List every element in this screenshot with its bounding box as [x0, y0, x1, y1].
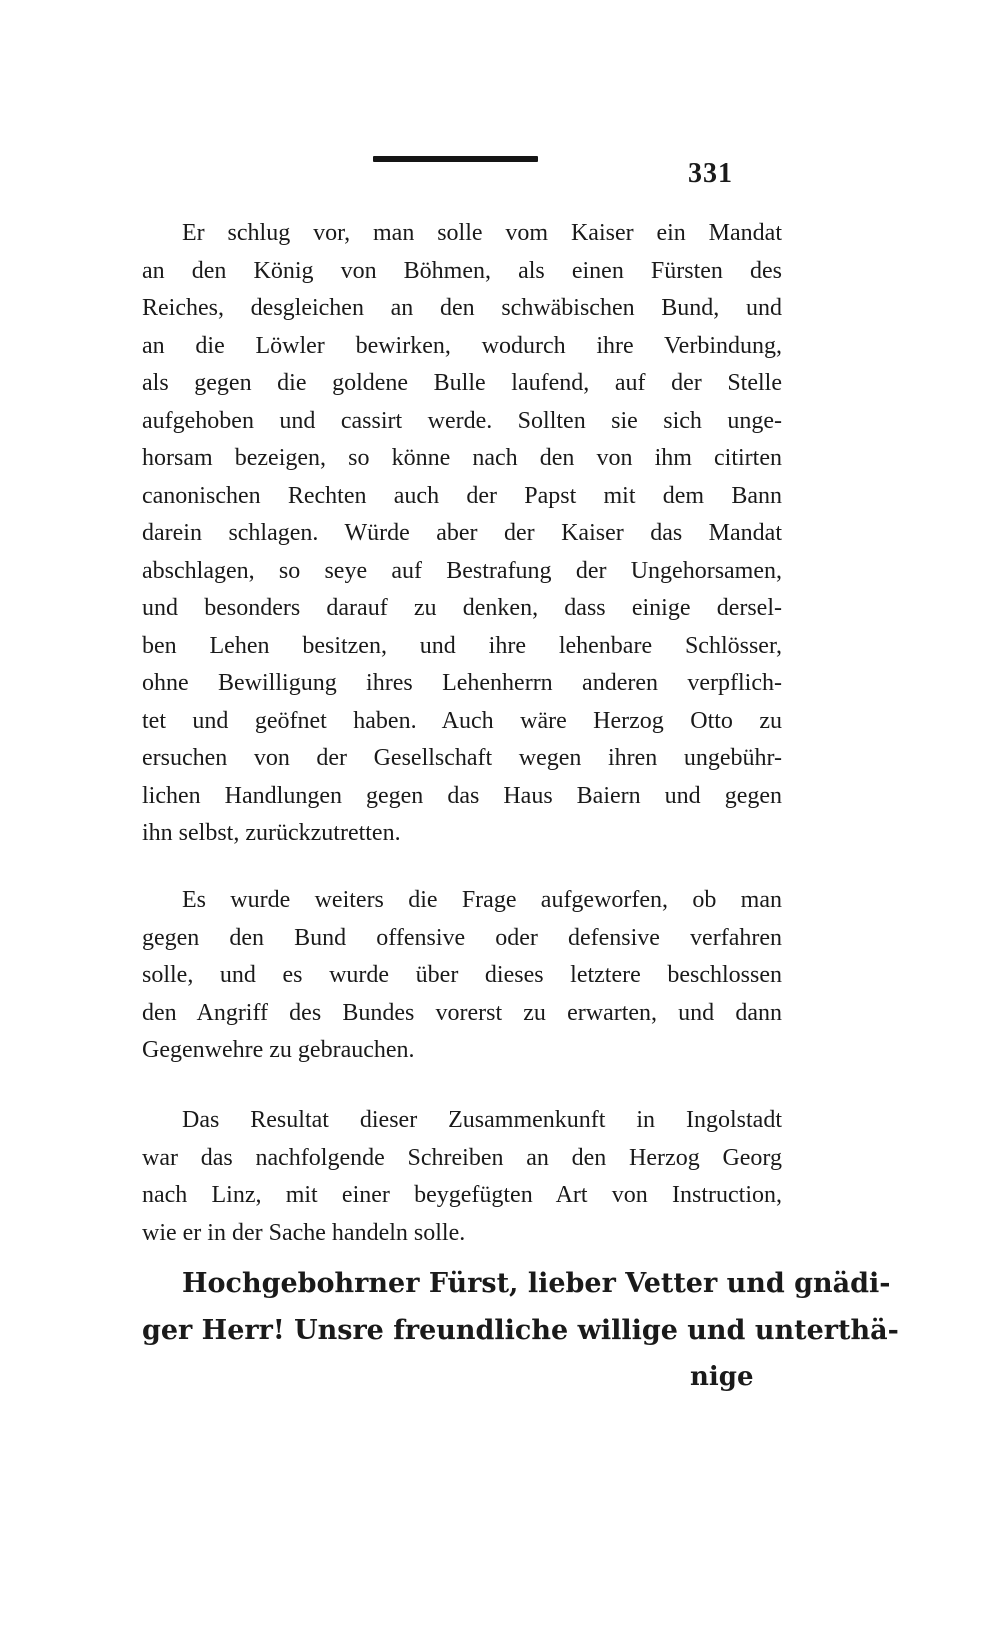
text-line: ihn selbst, zurückzutretten.	[142, 820, 401, 846]
letter-opening	[142, 1260, 899, 1354]
paragraph-2	[142, 882, 782, 1070]
text-line: den Angriff des Bundes vorerst zu erwarten, und dann	[142, 999, 782, 1026]
text-line: als gegen die goldene Bulle laufend, auf der Stelle	[142, 370, 782, 396]
text-line: solle, und es wurde über dieses letztere beschlossen	[142, 962, 782, 988]
text-line: gegen den Bund offensive oder defensive verfahren	[142, 924, 782, 951]
paragraph-3	[142, 1102, 782, 1252]
text-line: Das Resultat dieser Zusammenkunft in Ingolstadt	[182, 1107, 782, 1133]
letter-line: Hochgebohrner Fürst, lieber Vetter und gnädi-	[182, 1268, 891, 1299]
text-line: canonischen Rechten auch der Papst mit dem Bann	[142, 482, 782, 509]
text-line: ersuchen von der Gesellschaft wegen ihren ungebühr-	[142, 745, 782, 771]
catchword: nige	[690, 1362, 754, 1392]
header-rule	[373, 156, 538, 162]
text-line: darein schlagen. Würde aber der Kaiser das Mandat	[142, 520, 782, 546]
text-line: Gegenwehre zu gebrauchen.	[142, 1037, 415, 1063]
text-line: und besonders darauf zu denken, dass einige dersel-	[142, 595, 782, 621]
text-line: Er schlug vor, man solle vom Kaiser ein Mandat	[182, 220, 782, 246]
text-line: aufgehoben und cassirt werde. Sollten sie sich unge-	[142, 407, 782, 434]
text-line: horsam bezeigen, so könne nach den von ihm citirten	[142, 445, 782, 471]
text-line: ben Lehen besitzen, und ihre lehenbare Schlösser,	[142, 632, 782, 659]
paragraph-1	[142, 215, 782, 853]
text-line: wie er in der Sache handeln solle.	[142, 1219, 466, 1246]
text-line: Es wurde weiters die Frage aufgeworfen, ob man	[182, 887, 782, 913]
text-line: tet und geöfnet haben. Auch wäre Herzog Otto zu	[142, 707, 782, 734]
text-line: an die Löwler bewirken, wodurch ihre Verbindung,	[142, 332, 782, 359]
text-line: lichen Handlungen gegen das Haus Baiern und gegen	[142, 782, 782, 809]
text-line: an den König von Böhmen, als einen Fürsten des	[142, 257, 782, 284]
text-line: ohne Bewilligung ihres Lehenherrn anderen verpflich-	[142, 670, 782, 696]
text-line: abschlagen, so seye auf Bestrafung der Ungehorsamen,	[142, 557, 782, 584]
letter-line: ger Herr! Unsre freundliche willige und unterthä-	[142, 1315, 899, 1346]
page-number: 331	[688, 158, 733, 189]
text-line: war das nachfolgende Schreiben an den Herzog Georg	[142, 1144, 782, 1171]
text-line: Reiches, desgleichen an den schwäbischen Bund, und	[142, 295, 782, 321]
text-line: nach Linz, mit einer beygefügten Art von Instruction,	[142, 1182, 782, 1208]
